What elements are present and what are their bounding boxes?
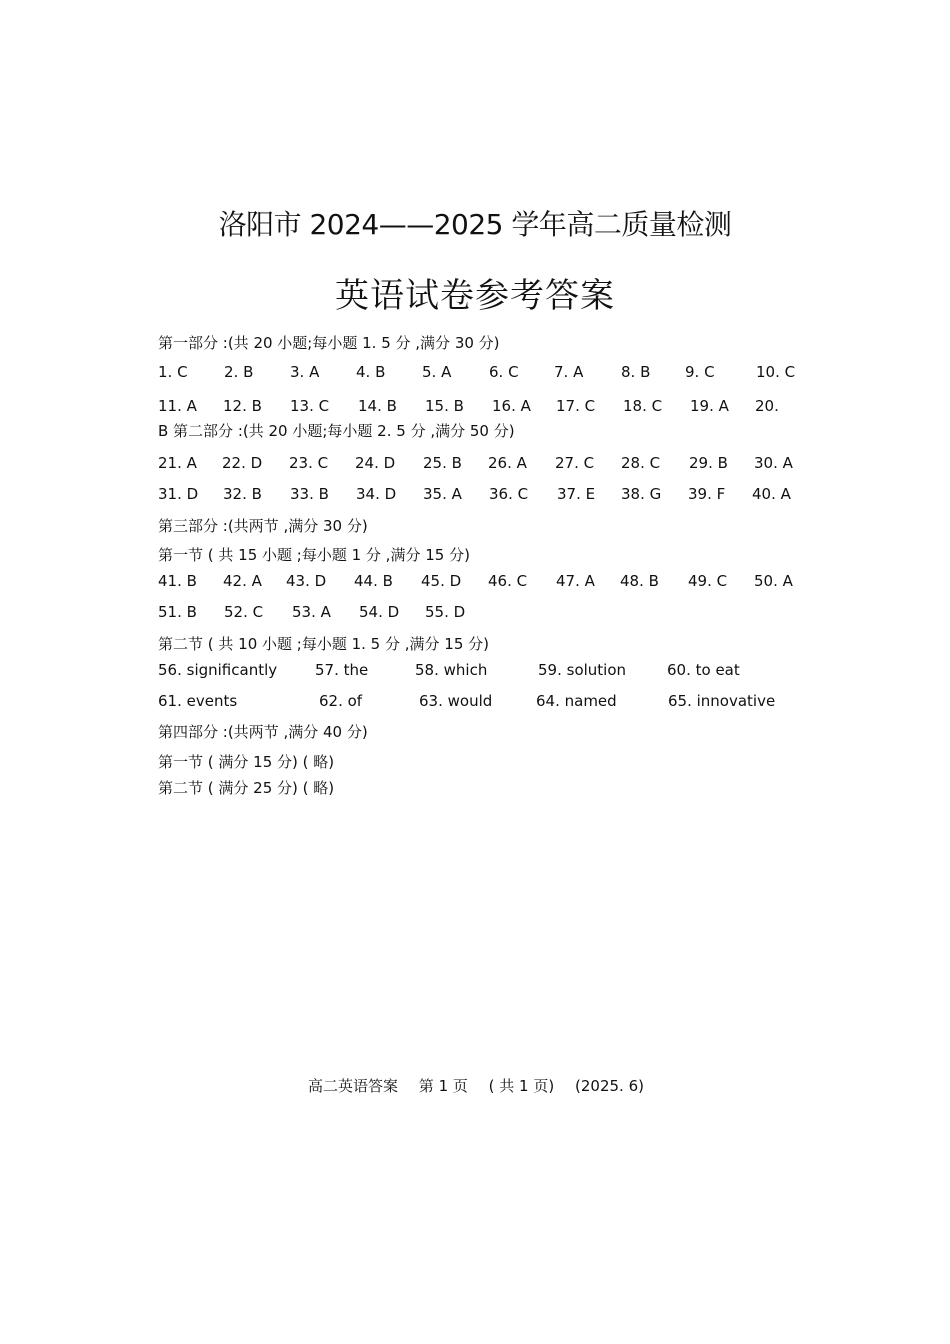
answer-item: 18. C	[623, 397, 663, 415]
answer-item: 19. A	[690, 397, 729, 415]
answer-item: 55. D	[425, 603, 466, 621]
part4-header: 第四部分 :(共两节 ,满分 40 分)	[158, 723, 368, 741]
answer-item: 51. B	[158, 603, 197, 621]
answer-item: 39. F	[688, 485, 726, 503]
answer-item: 46. C	[488, 572, 528, 590]
answer-item: 32. B	[223, 485, 262, 503]
part3-section1-header: 第一节 ( 共 15 小题 ;每小题 1 分 ,满分 15 分)	[158, 546, 470, 564]
answer-item: 62. of	[319, 692, 363, 710]
document-title: 洛阳市 2024——2025 学年高二质量检测	[218, 208, 732, 241]
answer-item: 45. D	[421, 572, 462, 590]
answer-item: 26. A	[488, 454, 527, 472]
answer-item: 28. C	[621, 454, 661, 472]
answer-item: 22. D	[222, 454, 263, 472]
part1-header: 第一部分 :(共 20 小题;每小题 1. 5 分 ,满分 30 分)	[158, 334, 500, 352]
answer-item: 9. C	[685, 363, 715, 381]
footer-label: 高二英语答案	[308, 1077, 399, 1095]
answer-item: 41. B	[158, 572, 197, 590]
answer-item: 6. C	[489, 363, 519, 381]
answer-item: 34. D	[356, 485, 397, 503]
answer-item: 4. B	[356, 363, 386, 381]
part3-header: 第三部分 :(共两节 ,满分 30 分)	[158, 517, 368, 535]
answer-item: 38. G	[621, 485, 662, 503]
answer-item: 43. D	[286, 572, 327, 590]
answer-item: 36. C	[489, 485, 529, 503]
answer-item: 50. A	[754, 572, 793, 590]
answer-item: 14. B	[358, 397, 397, 415]
answer-item: 13. C	[290, 397, 330, 415]
answer-item: 42. A	[223, 572, 262, 590]
answer-item: 53. A	[292, 603, 331, 621]
answer-item: 16. A	[492, 397, 531, 415]
document-subtitle: 英语试卷参考答案	[335, 276, 615, 316]
footer-date: (2025. 6)	[575, 1077, 644, 1095]
part3-section2-header: 第二节 ( 共 10 小题 ;每小题 1. 5 分 ,满分 15 分)	[158, 635, 490, 653]
answer-item: 12. B	[223, 397, 262, 415]
answer-item: 59. solution	[538, 661, 627, 679]
answer-item: 64. named	[536, 692, 617, 710]
answer-item: 3. A	[290, 363, 320, 381]
answer-item: 25. B	[423, 454, 462, 472]
answer-item: 58. which	[415, 661, 488, 679]
answer-item: 1. C	[158, 363, 188, 381]
answer-item: 35. A	[423, 485, 462, 503]
answer-item: 61. events	[158, 692, 238, 710]
footer-page-total: ( 共 1 页)	[488, 1077, 555, 1095]
part2-header: B 第二部分 :(共 20 小题;每小题 2. 5 分 ,满分 50 分)	[158, 422, 515, 440]
part4-section1: 第一节 ( 满分 15 分) ( 略)	[158, 753, 335, 771]
answer-item: 37. E	[557, 485, 596, 503]
answer-item: 49. C	[688, 572, 728, 590]
answer-item: 11. A	[158, 397, 197, 415]
answer-item: 29. B	[689, 454, 728, 472]
part4-section2: 第二节 ( 满分 25 分) ( 略)	[158, 779, 335, 797]
answer-item: 60. to eat	[667, 661, 740, 679]
answer-item: 57. the	[315, 661, 369, 679]
footer-page-number: 第 1 页	[418, 1077, 468, 1095]
answer-item: 44. B	[354, 572, 393, 590]
answer-item: 47. A	[556, 572, 595, 590]
answer-item: 27. C	[555, 454, 595, 472]
answer-item: 40. A	[752, 485, 791, 503]
answer-item: 21. A	[158, 454, 197, 472]
answer-item: 63. would	[419, 692, 493, 710]
answer-item: 52. C	[224, 603, 264, 621]
answer-item: 7. A	[554, 363, 584, 381]
answer-item: 17. C	[556, 397, 596, 415]
answer-item: 8. B	[621, 363, 651, 381]
answer-item: 15. B	[425, 397, 464, 415]
answer-item: 20.	[755, 397, 779, 415]
answer-item: 56. significantly	[158, 661, 278, 679]
answer-item: 24. D	[355, 454, 396, 472]
answer-item: 5. A	[422, 363, 452, 381]
answer-item: 31. D	[158, 485, 199, 503]
answer-item: 2. B	[224, 363, 254, 381]
answer-item: 54. D	[359, 603, 400, 621]
answer-item: 23. C	[289, 454, 329, 472]
answer-item: 33. B	[290, 485, 329, 503]
answer-item: 65. innovative	[668, 692, 776, 710]
page-footer	[308, 1075, 660, 1096]
answer-item: 30. A	[754, 454, 793, 472]
answer-item: 10. C	[756, 363, 796, 381]
answer-item: 48. B	[620, 572, 659, 590]
